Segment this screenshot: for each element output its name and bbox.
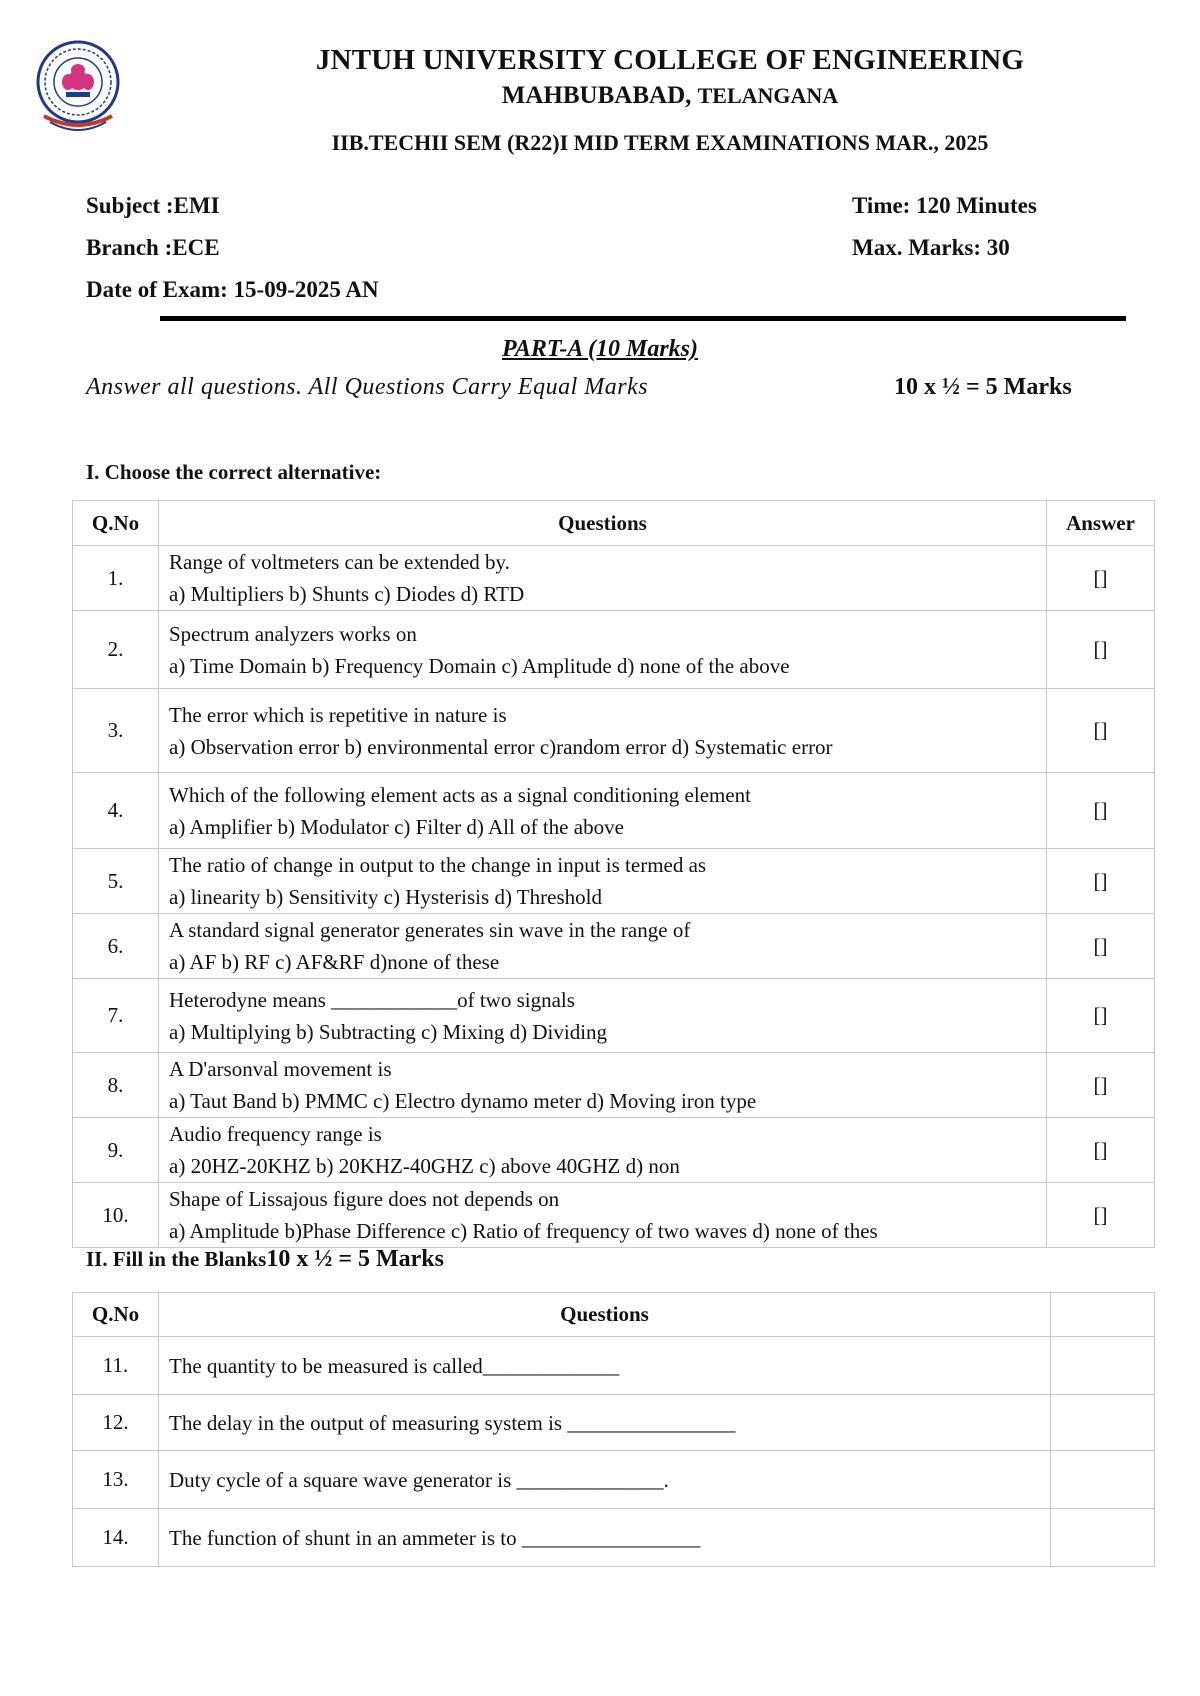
question-number: 9.: [73, 1118, 159, 1183]
mcq-row: [73, 914, 1155, 979]
question-number: 4.: [73, 773, 159, 849]
question-cell: [159, 546, 1047, 611]
questions-header: Questions: [159, 1293, 1051, 1337]
section-1-title: I. Choose the correct alternative:: [86, 460, 382, 484]
question-text: Duty cycle of a square wave generator is ______________.: [159, 1451, 1051, 1509]
fill-header-row: [73, 1293, 1155, 1337]
campus-state: TELANGANA: [697, 83, 839, 108]
subject-label: Subject :EMI: [86, 193, 220, 218]
part-a-marks: 10 x ½ = 5 Marks: [894, 374, 1072, 400]
question-options: a) Multiplying b) Subtracting c) Mixing d) Dividing: [169, 1019, 608, 1044]
question-number: 12.: [73, 1395, 159, 1451]
max-marks-label: Max. Marks: 30: [852, 235, 1010, 260]
mcq-row: [73, 611, 1155, 689]
part-a-title: PART-A (10 Marks): [501, 336, 699, 362]
mcq-row: [73, 1118, 1155, 1183]
answer-bracket[interactable]: []: [1047, 849, 1155, 914]
answer-cell[interactable]: [1051, 1451, 1155, 1509]
question-cell: [159, 1183, 1047, 1248]
question-text: The error which is repetitive in nature is: [169, 702, 507, 727]
answer-bracket[interactable]: []: [1047, 689, 1155, 773]
question-options: a) AF b) RF c) AF&RF d)none of these: [169, 950, 500, 974]
campus-city: MAHBUBABAD,: [501, 82, 692, 109]
university-title: JNTUH UNIVERSITY COLLEGE OF ENGINEERING: [315, 44, 1025, 76]
answer-bracket[interactable]: []: [1047, 773, 1155, 849]
question-text: Heterodyne means ____________of two signals: [169, 987, 575, 1012]
question-options: a) Time Domain b) Frequency Domain c) Amplitude d) none of the above: [169, 653, 790, 678]
qno-header: Q.No: [73, 501, 159, 546]
fill-row: [73, 1395, 1155, 1451]
question-number: 7.: [73, 979, 159, 1053]
time-label: Time: 120 Minutes: [852, 193, 1037, 218]
question-cell: [159, 689, 1047, 773]
question-options: a) Amplifier b) Modulator c) Filter d) All of the above: [169, 814, 624, 839]
mcq-header-row: [73, 501, 1155, 546]
question-text: Spectrum analyzers works on: [169, 621, 417, 646]
section-2-marks: 10 x ½ = 5 Marks: [266, 1246, 444, 1272]
answer-cell[interactable]: [1051, 1509, 1155, 1567]
answer-bracket[interactable]: []: [1047, 546, 1155, 611]
branch-label: Branch :ECE: [86, 235, 220, 260]
mcq-row: [73, 689, 1155, 773]
question-number: 3.: [73, 689, 159, 773]
answer-blank-header: [1051, 1293, 1155, 1337]
university-seal-logo: [30, 38, 126, 134]
answer-cell[interactable]: [1051, 1395, 1155, 1451]
question-number: 13.: [73, 1451, 159, 1509]
answer-header: Answer: [1047, 501, 1155, 546]
question-text: Range of voltmeters can be extended by.: [169, 550, 510, 574]
fill-row: [73, 1337, 1155, 1395]
answer-bracket[interactable]: []: [1047, 1053, 1155, 1118]
question-options: a) Amplitude b)Phase Difference c) Ratio of frequency of two waves d) none of thes: [169, 1219, 878, 1243]
question-number: 1.: [73, 546, 159, 611]
question-number: 5.: [73, 849, 159, 914]
answer-bracket[interactable]: []: [1047, 979, 1155, 1053]
question-cell: [159, 914, 1047, 979]
fill-blanks-table: [72, 1292, 1155, 1567]
mcq-row: [73, 1183, 1155, 1248]
question-cell: [159, 1118, 1047, 1183]
mcq-row: [73, 849, 1155, 914]
answer-bracket[interactable]: []: [1047, 1118, 1155, 1183]
question-options: a) 20HZ-20KHZ b) 20KHZ-40GHZ c) above 40GHZ d) non: [169, 1154, 680, 1178]
mcq-row: [73, 546, 1155, 611]
question-text: The quantity to be measured is called_____________: [159, 1337, 1051, 1395]
question-text: A D'arsonval movement is: [169, 1057, 392, 1081]
mcq-row: [73, 773, 1155, 849]
question-text: The function of shunt in an ammeter is to _________________: [159, 1509, 1051, 1567]
question-cell: [159, 773, 1047, 849]
qno-header: Q.No: [73, 1293, 159, 1337]
question-number: 6.: [73, 914, 159, 979]
question-options: a) Multipliers b) Shunts c) Diodes d) RTD: [169, 582, 525, 606]
header-divider: [160, 316, 1126, 321]
fill-row: [73, 1451, 1155, 1509]
question-cell: [159, 1053, 1047, 1118]
answer-bracket[interactable]: []: [1047, 914, 1155, 979]
question-text: Shape of Lissajous figure does not depends on: [169, 1187, 560, 1211]
campus-location: [170, 82, 1170, 110]
question-cell: [159, 849, 1047, 914]
question-number: 14.: [73, 1509, 159, 1567]
answer-bracket[interactable]: []: [1047, 1183, 1155, 1248]
fill-row: [73, 1509, 1155, 1567]
question-text: Which of the following element acts as a signal conditioning element: [169, 782, 752, 807]
question-text: A standard signal generator generates sin wave in the range of: [169, 918, 691, 942]
part-a-instruction: Answer all questions. All Questions Carry Equal Marks: [86, 374, 649, 400]
exam-date-label: Date of Exam: 15-09-2025 AN: [86, 277, 379, 302]
question-number: 10.: [73, 1183, 159, 1248]
question-text: Audio frequency range is: [169, 1122, 382, 1146]
question-cell: [159, 611, 1047, 689]
mcq-table: [72, 500, 1155, 1248]
section-2-label: II. Fill in the Blanks: [86, 1247, 267, 1271]
questions-header: Questions: [159, 501, 1047, 546]
question-text: The ratio of change in output to the change in input is termed as: [169, 853, 707, 877]
mcq-row: [73, 979, 1155, 1053]
section-2-title: [86, 1246, 444, 1273]
answer-cell[interactable]: [1051, 1337, 1155, 1395]
question-options: a) Taut Band b) PMMC c) Electro dynamo meter d) Moving iron type: [169, 1089, 757, 1113]
mcq-row: [73, 1053, 1155, 1118]
question-cell: [159, 979, 1047, 1053]
question-text: The delay in the output of measuring system is ________________: [159, 1395, 1051, 1451]
exam-title: IIB.TECHII SEM (R22)I MID TERM EXAMINATIONS MAR., 2025: [331, 130, 989, 155]
question-number: 2.: [73, 611, 159, 689]
question-options: a) linearity b) Sensitivity c) Hysterisis d) Threshold: [169, 885, 602, 909]
answer-bracket[interactable]: []: [1047, 611, 1155, 689]
question-number: 8.: [73, 1053, 159, 1118]
question-options: a) Observation error b) environmental error c)random error d) Systematic error: [169, 734, 833, 759]
question-number: 11.: [73, 1337, 159, 1395]
